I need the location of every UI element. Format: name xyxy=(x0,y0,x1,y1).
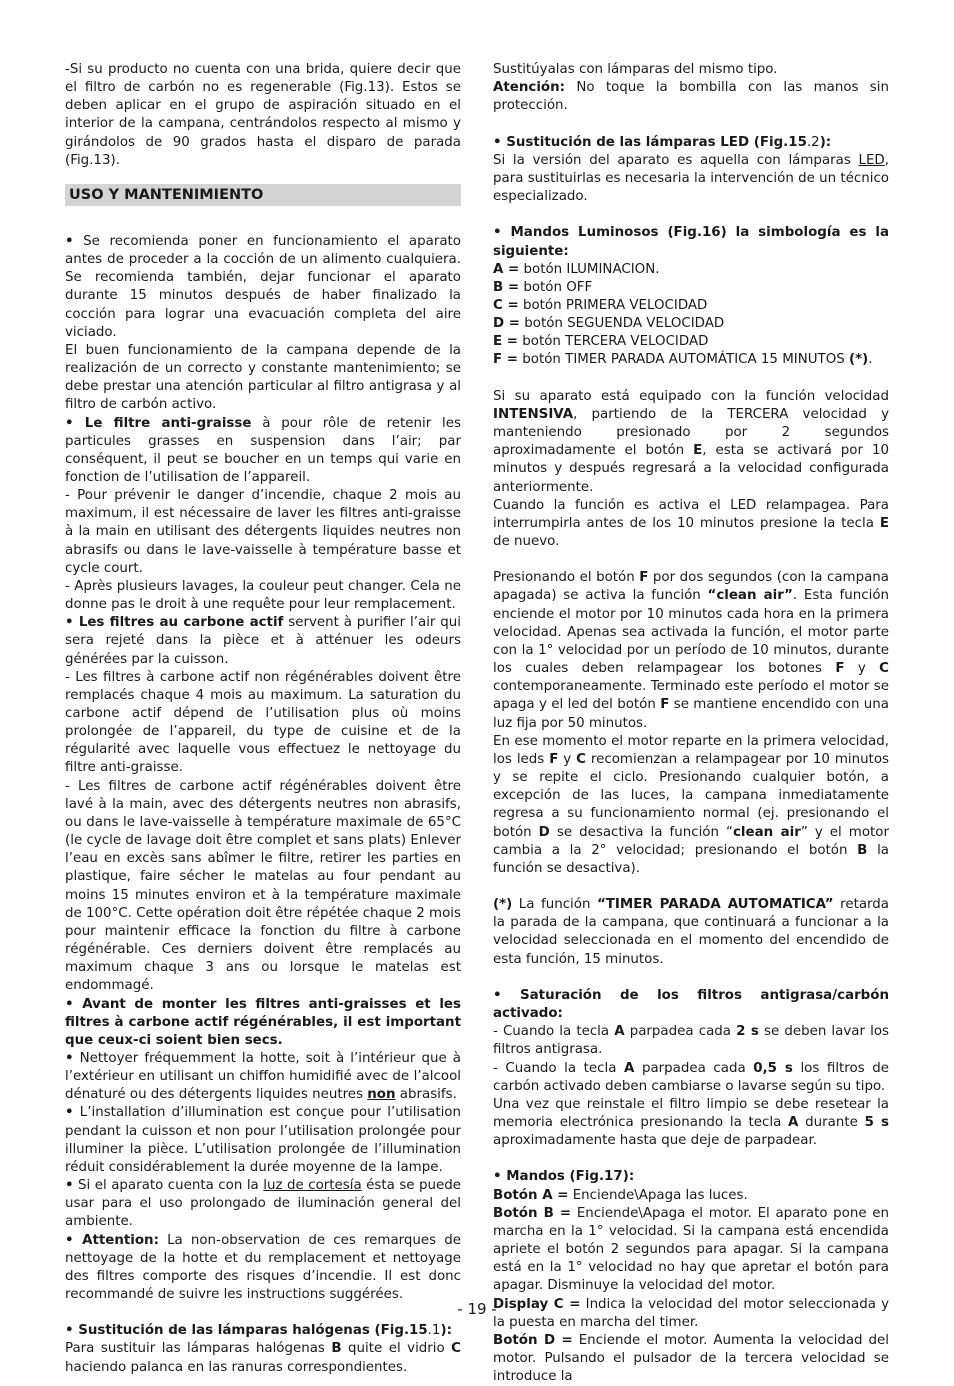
left-column xyxy=(65,61,461,1377)
paragraph-intensive-speed: Si su aparato está equipado con la función velocidad INTENSIVA, partiendo de la TERCERA velocidad y manteniendo presionado por 2 segundos aproximadamente el botón E, esta se activará por 10 minutos y después regresará a la velocidad configurada anteriormente. xyxy=(493,388,890,495)
paragraph-clean-air: Presionando el botón F por dos segundos (con la campana apagada) se activa la función “clean air”. Esta función enciende el motor por 10 minutos cada hora en la primera velocidad. Apenas sea activada la función, el motor parte con la 1° velocidad por un período de 10 minutos, durante los cuales deben relampagear los botones F y C contemporaneamente. Terminado este período el motor se apaga y el led del botón F se mantiene encendido con una luz fija por 50 minutos. xyxy=(493,570,890,731)
paragraph-fire-prevention: - Pour prévenir le danger d’incendie, chaque 2 mois au maximum, il est nécessaire de laver les filtres anti-graisse à la main en utilisant des détergents liquides neutres non abrasifs ou dans le lave-vaisselle à température basse et cycle court. xyxy=(65,488,461,576)
heading-controls-fig17: • Mandos (Fig.17): xyxy=(493,1169,635,1185)
paragraph-display-c: Display C = Indica la velocidad del motor seleccionada y la puesta en marcha del timer. xyxy=(493,1296,890,1330)
paragraph-button-b: Botón B = Enciende\Apaga el motor. El aparato pone en marcha en la 1° velocidad. Si la campana está encendida apriete el botón 2 segundos para apagar. Si la campana está en la 1° velocidad no hay que apretar el botón para apagar. Disminuye la velocidad del motor. xyxy=(493,1205,890,1294)
paragraph-attention: • Attention: La non-observation de ces remarques de nettoyage de la hotte et du remplacement et nettoyage des filtres comporte des risques d’incendie. Il est donc recommandé de suivre les instructions suggérées. xyxy=(65,1232,461,1302)
paragraph-intensive-interrupt: Cuando la función es activa el LED relampagea. Para interrumpirla antes de los 10 minutos presione la tecla E de nuevo. xyxy=(493,497,889,550)
paragraph-cleaning: • Nettoyer fréquemment la hotte, soit à l’intérieur que à l’extérieur en utilisant un chiffon humidifié avec de l’alcool dénaturé ou des détergents liquides neutres non abrasifs. xyxy=(65,1050,461,1103)
paragraph-courtesy-light: • Si el aparato cuenta con la luz de cortesía ésta se puede usar para el uso prolongado de iluminación general del ambiente. xyxy=(65,1178,461,1230)
paragraph-clean-air-cycle: En ese momento el motor reparte en la primera velocidad, los leds F y C recomienzan a relampagear por 10 minutos y se repite el ciclo. Presionando cualquier botón, a excepción de las luces, la campana inmediatamente regresa a su funcionamiento normal (ej. presionando el botón D se desactiva la función “clean air” y el motor cambia a la 2° velocidad; presionando el botón B la función se desactiva). xyxy=(493,733,890,876)
heading-filter-saturation: • Saturación de los filtros antigrasa/carbón activado: xyxy=(493,987,889,1022)
paragraph-bulb-attention: Atención: No toque la bombilla con las manos sin protección. xyxy=(493,80,889,114)
right-column xyxy=(493,61,889,1386)
control-legend-f: F = botón TIMER PARADA AUTOMÁTICA 15 MINUTOS (*). xyxy=(493,352,873,368)
paragraph-non-regenerable: - Les filtres à carbone actif non régénérables doivent être remplacés chaque 4 mois au maximum. La saturation du carbone actif dépend de l’utilisation plus où moins prolongée de l’appareil, du type de cuisine et de la régularité avec laquelle vous effectuez le nettoyage du filtre anti-graisse. xyxy=(65,669,461,776)
control-legend-a: A = botón ILUMINACION. xyxy=(493,261,660,277)
paragraph-timer-note: (*) La función “TIMER PARADA AUTOMATICA” retarda la parada de la campana, que continuará a funcionar a la velocidad seleccionada en el momento del encendido de esta función, 15 minutos. xyxy=(493,897,890,967)
carbon-filter-note: -Si su producto no cuenta con una brida, quiere decir que el filtro de carbón no es regenerable (Fig.13). Estos se deben aplicar en el grupo de aspiración situado en el interior de la campana, centrándolos respecto al mismo y girándolos de 90 grados hasta el disparo de parada (Fig.13). xyxy=(65,62,461,168)
paragraph-dry-filters-warning: • Avant de monter les filtres anti-graisses et les filtres à carbone actif régénérables, il est important que ceux-ci soient bien secs. xyxy=(65,996,461,1048)
paragraph-grease-saturation: - Cuando la tecla A parpadea cada 2 s se deben lavar los filtros antigrasa. xyxy=(493,1024,889,1058)
paragraph-replace-same-type: Sustitúyalas con lámparas del mismo tipo. xyxy=(493,62,778,77)
paragraph-reset-memory: Una vez que reinstale el filtro limpio se debe resetear la memoria electrónica presionando la tecla A durante 5 s aproximadamente hasta que deje de parpadear. xyxy=(493,1096,890,1149)
paragraph-color-change: - Après plusieurs lavages, la couleur peut changer. Cela ne donne pas le droit à une requête pour leur remplacement. xyxy=(65,578,461,613)
paragraph-button-a: Botón A = Enciende\Apaga las luces. xyxy=(493,1187,748,1203)
paragraph-halogen-instructions: Para sustituir las lámparas halógenas B quite el vidrio C haciendo palanca en las ranuras correspondientes. xyxy=(65,1341,461,1375)
section-heading-uso-mantenimiento: USO Y MANTENIMIENTO xyxy=(65,184,461,206)
heading-halogen-replacement: • Sustitución de las lámparas halógenas (Fig.15.1): xyxy=(65,1323,452,1339)
paragraph-carbon-filter: • Les filtres au carbone actif servent à purifier l’air qui sera rejeté dans la pièce et à atténuer les odeurs générées par la cuisson. xyxy=(65,615,461,667)
paragraph-grease-filter: • Le filtre anti-graisse à pour rôle de retenir les particules grasses en suspension dans l’air; par conséquent, il peut se boucher en un temps qui varie en fonction de l’utilisation de l’appareil. xyxy=(65,415,461,485)
control-legend-e: E = botón TERCERA VELOCIDAD xyxy=(493,334,709,350)
paragraph-carbon-saturation: - Cuando la tecla A parpadea cada 0,5 s los filtros de carbón activado deben cambiarse o lavarse según su tipo. xyxy=(493,1060,889,1094)
heading-led-replacement: • Sustitución de las lámparas LED (Fig.15.2): xyxy=(493,134,832,150)
paragraph-operation-advice: • Se recomienda poner en funcionamiento el aparato antes de proceder a la cocción de un alimento cualquiera. Se recomienda también, dejar funcionar el aparato durante 15 minutos después de haber finalizado la cocción para lograr una evacuación completa del aire viciado. xyxy=(65,233,461,340)
paragraph-button-d: Botón D = Enciende el motor. Aumenta la velocidad del motor. Pulsando el pulsador de la tercera velocidad se introduce la xyxy=(493,1332,889,1385)
paragraph-illumination: • L’installation d’illumination est conçue pour l’utilisation pendant la cuisson et non pour l’utilisation prolongée pour illuminer la pièce. L’utilisation prolongée de l’illumination réduit considérablement la durée moyenne de la lampe. xyxy=(65,1105,461,1175)
paragraph-maintenance: El buen funcionamiento de la campana depende de la realización de un correcto y constante mantenimiento; se debe prestar una atención particular al filtro antigrasa y al filtro de carbón activo. xyxy=(65,342,461,413)
paragraph-led-technician: Si la versión del aparato es aquella con lámparas LED, para sustituirlas es necesaria la intervención de un técnico especializado. xyxy=(493,152,889,205)
control-legend-c: C = botón PRIMERA VELOCIDAD xyxy=(493,298,708,313)
control-legend-b: B = botón OFF xyxy=(493,279,593,295)
paragraph-regenerable: - Les filtres de carbone actif régénérables doivent être lavé à la main, avec des détergents neutres non abrasifs, ou dans le lave-vaisselle à température maximale de 65°C (le cycle de lavage doit être complet et sans plats) Enlever l’eau en excès sans abîmer le filtre, retirer les parties en plastique, faire sécher le matelas au four pendant au moins 15 minutes environ et à la température maximale de 100°C. Cette opération doit être répétée chaque 2 mois pour maintenir efficace la fonction du filtre à carbone régénérable. Ces derniers doivent être remplacés au maximum chaque 3 ans ou lorsque le matelas est endommagé. xyxy=(65,778,461,994)
heading-luminous-controls: • Mandos Luminosos (Fig.16) la simbología es la siguiente: xyxy=(493,225,889,259)
control-legend-d: D = botón SEGUENDA VELOCIDAD xyxy=(493,316,725,332)
page-number: - 19 - xyxy=(457,1300,497,1318)
